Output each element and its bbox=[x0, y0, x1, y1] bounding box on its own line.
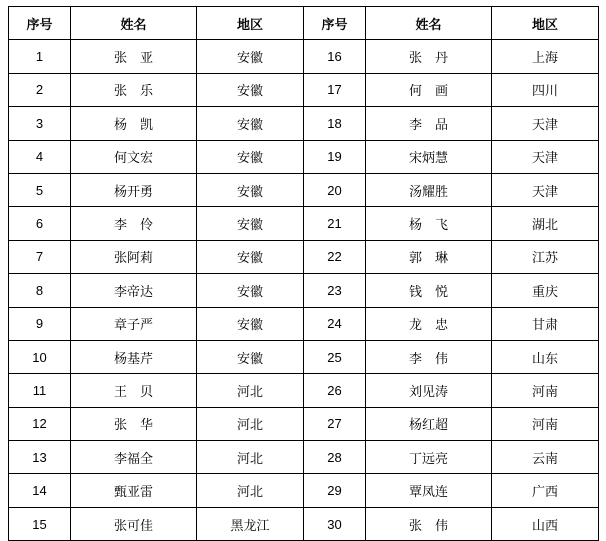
column-header-name-left: 姓名 bbox=[71, 7, 197, 40]
cell-index: 26 bbox=[304, 374, 366, 407]
cell-name: 张 亚 bbox=[71, 40, 197, 73]
name-region-table bbox=[8, 6, 599, 541]
column-header-name-right: 姓名 bbox=[366, 7, 492, 40]
cell-region: 安徽 bbox=[197, 107, 304, 140]
cell-index: 2 bbox=[9, 73, 71, 106]
table-row bbox=[9, 107, 599, 140]
cell-index: 20 bbox=[304, 173, 366, 206]
cell-index: 15 bbox=[9, 507, 71, 540]
table-row bbox=[9, 340, 599, 373]
cell-name: 何文宏 bbox=[71, 140, 197, 173]
cell-region: 云南 bbox=[492, 441, 599, 474]
cell-region: 河南 bbox=[492, 407, 599, 440]
cell-name: 丁远亮 bbox=[366, 441, 492, 474]
table-row bbox=[9, 274, 599, 307]
cell-region: 河南 bbox=[492, 374, 599, 407]
cell-index: 28 bbox=[304, 441, 366, 474]
cell-region: 山东 bbox=[492, 340, 599, 373]
cell-index: 30 bbox=[304, 507, 366, 540]
cell-index: 23 bbox=[304, 274, 366, 307]
cell-index: 8 bbox=[9, 274, 71, 307]
cell-region: 河北 bbox=[197, 407, 304, 440]
cell-region: 河北 bbox=[197, 441, 304, 474]
cell-name: 王 贝 bbox=[71, 374, 197, 407]
cell-index: 1 bbox=[9, 40, 71, 73]
cell-name: 刘见涛 bbox=[366, 374, 492, 407]
table-row bbox=[9, 173, 599, 206]
table-row bbox=[9, 507, 599, 540]
column-header-region-right: 地区 bbox=[492, 7, 599, 40]
table-row bbox=[9, 474, 599, 507]
cell-region: 安徽 bbox=[197, 274, 304, 307]
table-row bbox=[9, 73, 599, 106]
cell-index: 29 bbox=[304, 474, 366, 507]
cell-name: 张 华 bbox=[71, 407, 197, 440]
table-row bbox=[9, 407, 599, 440]
cell-name: 龙 忠 bbox=[366, 307, 492, 340]
cell-name: 张阿莉 bbox=[71, 240, 197, 273]
cell-index: 24 bbox=[304, 307, 366, 340]
cell-region: 湖北 bbox=[492, 207, 599, 240]
cell-name: 杨 飞 bbox=[366, 207, 492, 240]
cell-region: 安徽 bbox=[197, 207, 304, 240]
cell-name: 郭 琳 bbox=[366, 240, 492, 273]
cell-index: 13 bbox=[9, 441, 71, 474]
cell-region: 河北 bbox=[197, 374, 304, 407]
cell-index: 17 bbox=[304, 73, 366, 106]
cell-region: 甘肃 bbox=[492, 307, 599, 340]
cell-index: 7 bbox=[9, 240, 71, 273]
cell-region: 安徽 bbox=[197, 240, 304, 273]
table-row bbox=[9, 40, 599, 73]
cell-region: 上海 bbox=[492, 40, 599, 73]
cell-region: 重庆 bbox=[492, 274, 599, 307]
cell-region: 天津 bbox=[492, 107, 599, 140]
cell-name: 宋炳慧 bbox=[366, 140, 492, 173]
cell-name: 覃凤连 bbox=[366, 474, 492, 507]
cell-name: 杨 凯 bbox=[71, 107, 197, 140]
cell-name: 汤耀胜 bbox=[366, 173, 492, 206]
cell-region: 四川 bbox=[492, 73, 599, 106]
cell-name: 钱 悦 bbox=[366, 274, 492, 307]
cell-region: 安徽 bbox=[197, 307, 304, 340]
cell-name: 李 伶 bbox=[71, 207, 197, 240]
cell-name: 李 品 bbox=[366, 107, 492, 140]
cell-index: 14 bbox=[9, 474, 71, 507]
table-row bbox=[9, 307, 599, 340]
cell-name: 何 画 bbox=[366, 73, 492, 106]
cell-index: 27 bbox=[304, 407, 366, 440]
cell-region: 安徽 bbox=[197, 340, 304, 373]
cell-index: 11 bbox=[9, 374, 71, 407]
cell-index: 9 bbox=[9, 307, 71, 340]
cell-index: 21 bbox=[304, 207, 366, 240]
cell-region: 山西 bbox=[492, 507, 599, 540]
cell-name: 张 丹 bbox=[366, 40, 492, 73]
cell-region: 天津 bbox=[492, 140, 599, 173]
cell-name: 杨基芹 bbox=[71, 340, 197, 373]
cell-index: 4 bbox=[9, 140, 71, 173]
cell-name: 张 伟 bbox=[366, 507, 492, 540]
cell-region: 黑龙江 bbox=[197, 507, 304, 540]
cell-region: 江苏 bbox=[492, 240, 599, 273]
cell-index: 18 bbox=[304, 107, 366, 140]
cell-name: 李福全 bbox=[71, 441, 197, 474]
cell-index: 19 bbox=[304, 140, 366, 173]
cell-region: 安徽 bbox=[197, 40, 304, 73]
cell-index: 16 bbox=[304, 40, 366, 73]
cell-region: 天津 bbox=[492, 173, 599, 206]
cell-index: 12 bbox=[9, 407, 71, 440]
column-header-index-right: 序号 bbox=[304, 7, 366, 40]
table-header-row bbox=[9, 7, 599, 40]
column-header-index-left: 序号 bbox=[9, 7, 71, 40]
cell-name: 杨红超 bbox=[366, 407, 492, 440]
table-row bbox=[9, 140, 599, 173]
cell-index: 5 bbox=[9, 173, 71, 206]
table-row bbox=[9, 240, 599, 273]
cell-region: 安徽 bbox=[197, 140, 304, 173]
cell-index: 22 bbox=[304, 240, 366, 273]
table-row bbox=[9, 207, 599, 240]
table-row bbox=[9, 441, 599, 474]
cell-name: 李 伟 bbox=[366, 340, 492, 373]
cell-index: 10 bbox=[9, 340, 71, 373]
cell-name: 张 乐 bbox=[71, 73, 197, 106]
cell-region: 安徽 bbox=[197, 73, 304, 106]
table-row bbox=[9, 374, 599, 407]
cell-region: 广西 bbox=[492, 474, 599, 507]
cell-index: 3 bbox=[9, 107, 71, 140]
column-header-region-left: 地区 bbox=[197, 7, 304, 40]
cell-name: 章子严 bbox=[71, 307, 197, 340]
cell-index: 6 bbox=[9, 207, 71, 240]
cell-name: 甄亚雷 bbox=[71, 474, 197, 507]
cell-region: 安徽 bbox=[197, 173, 304, 206]
cell-name: 张可佳 bbox=[71, 507, 197, 540]
cell-index: 25 bbox=[304, 340, 366, 373]
cell-name: 杨开勇 bbox=[71, 173, 197, 206]
cell-region: 河北 bbox=[197, 474, 304, 507]
cell-name: 李帝达 bbox=[71, 274, 197, 307]
